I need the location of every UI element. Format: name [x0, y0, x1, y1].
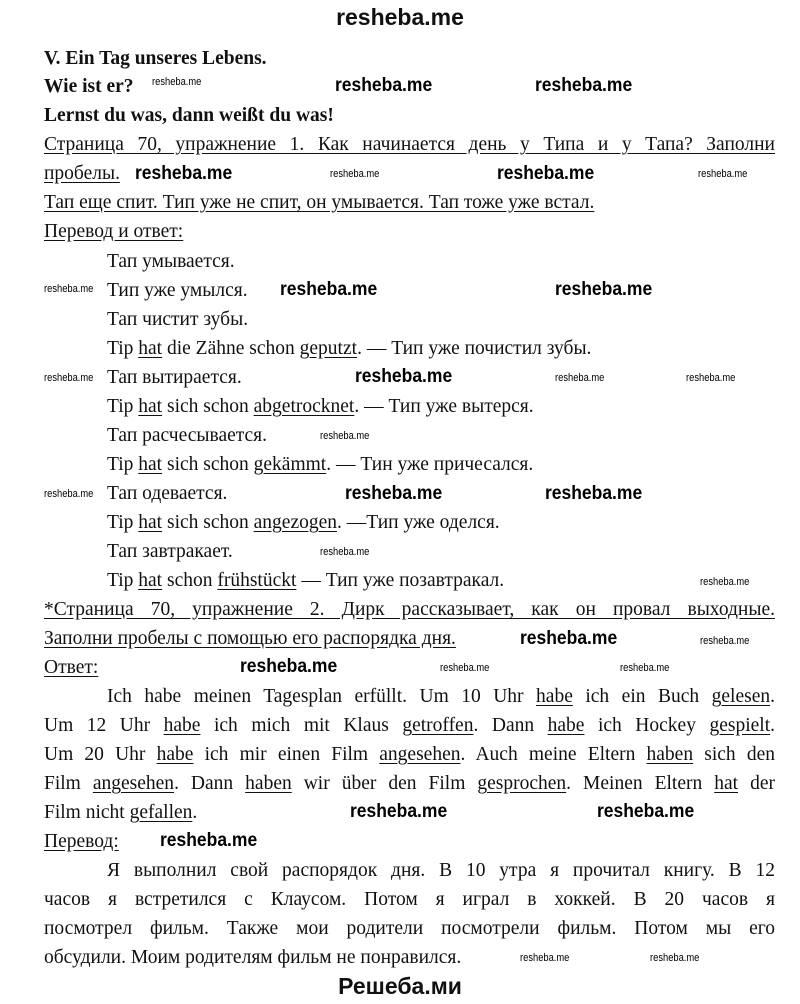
text-line	[44, 104, 334, 128]
text-segment: . Dann	[174, 773, 246, 794]
underlined-text: *Страница 70, упражнение 2. Дирк рассказывает, как он провал выходные.	[44, 599, 775, 620]
underlined-text: пробелы.	[44, 163, 120, 184]
text-line	[44, 191, 594, 215]
watermark: resheba.me	[520, 628, 618, 649]
text-segment: sich schon	[162, 396, 254, 417]
underlined-text: getroffen	[402, 715, 474, 736]
text-line	[107, 453, 533, 477]
underlined-text: frühstückt	[217, 570, 297, 591]
text-line	[44, 162, 120, 186]
text-segment: Тап расчесывается.	[107, 425, 268, 446]
text-segment: . Auch meine Eltern	[460, 744, 647, 765]
text-segment: sich schon	[162, 512, 254, 533]
text-segment: Тап умывается.	[107, 251, 235, 272]
text-line	[44, 946, 461, 970]
text-segment: Тап вытирается.	[107, 367, 242, 388]
text-line	[44, 801, 197, 825]
text-line	[44, 830, 119, 854]
watermark: resheba.me	[135, 163, 233, 184]
text-segment: часов я встретился с Клаусом. Потом я играл в хоккей. В 20 часов я	[44, 889, 775, 910]
text-line	[107, 424, 267, 448]
text-line	[44, 656, 98, 680]
text-segment: Um 12 Uhr	[44, 715, 164, 736]
underlined-text: habe	[156, 744, 194, 765]
text-segment: . — Тин уже причесался.	[326, 454, 534, 475]
underlined-text: gelesen	[711, 686, 771, 707]
underlined-text: Ответ:	[44, 657, 99, 678]
text-segment: . Meinen Eltern	[566, 773, 715, 794]
text-line	[107, 279, 248, 303]
underlined-text: habe	[536, 686, 573, 707]
watermark: resheba.me	[335, 75, 433, 96]
text-segment: Тап чистит зубы.	[107, 309, 249, 330]
text-segment: sich schon	[162, 454, 254, 475]
text-segment: Wie ist er?	[44, 76, 134, 97]
text-line	[44, 917, 775, 941]
text-segment: die Zähne schon	[162, 338, 300, 359]
text-line	[107, 511, 500, 535]
underlined-text: hat	[138, 454, 163, 475]
text-segment: ich mich mit Klaus	[200, 715, 403, 736]
underlined-text: hat	[138, 512, 163, 533]
underlined-text: angesehen	[92, 773, 175, 794]
watermark: resheba.me	[545, 483, 643, 504]
text-segment: der	[738, 773, 775, 794]
underlined-text: Перевод и ответ:	[44, 221, 184, 242]
watermark: resheba.me	[520, 952, 570, 964]
watermark: resheba.me	[597, 801, 695, 822]
text-line	[44, 75, 134, 99]
text-line	[44, 772, 775, 796]
text-segment: Film	[44, 773, 93, 794]
text-segment: .	[770, 686, 775, 707]
watermark: resheba.me	[355, 366, 453, 387]
watermark: resheba.me	[320, 546, 370, 558]
watermark: resheba.me	[700, 576, 750, 588]
underlined-text: gespielt	[709, 715, 771, 736]
watermark: resheba.me	[160, 830, 258, 851]
text-segment: schon	[162, 570, 218, 591]
text-line	[107, 569, 504, 593]
underlined-text: haben	[245, 773, 292, 794]
text-line	[44, 220, 183, 244]
text-segment: Film nicht	[44, 802, 130, 823]
watermark: resheba.me	[44, 283, 94, 295]
text-segment: wir über den Film	[291, 773, 478, 794]
text-segment: ich Hockey	[584, 715, 710, 736]
text-line	[107, 308, 248, 332]
text-segment: . —Тип уже оделся.	[337, 512, 500, 533]
underlined-text: Заполни пробелы с помощью его распорядка дня.	[44, 628, 456, 649]
underlined-text: Перевод:	[44, 831, 119, 852]
text-segment: Tip	[107, 338, 139, 359]
text-segment: посмотрел фильм. Также мои родители посмотрели фильм. Потом мы его	[44, 918, 775, 939]
text-segment: — Тип уже позавтракал.	[296, 570, 505, 591]
text-segment: Тип уже умылся.	[107, 280, 248, 301]
underlined-text: geputzt	[299, 338, 358, 359]
underlined-text: hat	[714, 773, 739, 794]
underlined-text: abgetrocknet	[253, 396, 355, 417]
text-segment: Я выполнил свой распорядок дня. В 10 утра я прочитал книгу. В 12	[107, 860, 775, 881]
text-segment: обсудили. Моим родителям фильм не понравился.	[44, 947, 462, 968]
text-segment: Tip	[107, 454, 139, 475]
text-line	[44, 888, 775, 912]
underlined-text: haben	[646, 744, 694, 765]
watermark: resheba.me	[152, 76, 202, 88]
watermark: resheba.me	[555, 279, 653, 300]
text-line	[44, 598, 775, 622]
text-line	[107, 482, 227, 506]
watermark: resheba.me	[698, 168, 748, 180]
text-line	[44, 685, 775, 709]
watermark: resheba.me	[555, 372, 605, 384]
text-line	[44, 627, 456, 651]
underlined-text: gekämmt	[253, 454, 327, 475]
text-segment: sich den	[693, 744, 776, 765]
underlined-text: habe	[547, 715, 585, 736]
watermark: resheba.me	[497, 163, 595, 184]
watermark: resheba.me	[280, 279, 378, 300]
text-segment: .	[192, 802, 198, 823]
underlined-text: Тап еще спит. Тип уже не спит, он умывается. Тап тоже уже встал.	[44, 192, 595, 213]
underlined-text: hat	[138, 570, 163, 591]
text-segment: ich mir einen Film	[193, 744, 380, 765]
watermark: resheba.me	[440, 662, 490, 674]
watermark: resheba.me	[345, 483, 443, 504]
underlined-text: gefallen	[129, 802, 193, 823]
watermark: resheba.me	[44, 488, 94, 500]
text-segment: V. Ein Tag unseres Lebens.	[44, 48, 267, 69]
text-line	[44, 714, 775, 738]
text-segment: . — Тип уже почистил зубы.	[357, 338, 592, 359]
text-segment: Тап завтракает.	[107, 541, 233, 562]
text-segment: Тап одевается.	[107, 483, 228, 504]
watermark: resheba.me	[650, 952, 700, 964]
underlined-text: hat	[138, 396, 163, 417]
text-segment: Tip	[107, 570, 139, 591]
text-segment: Tip	[107, 512, 139, 533]
watermark: resheba.me	[620, 662, 670, 674]
underlined-text: habe	[163, 715, 201, 736]
watermark: resheba.me	[700, 635, 750, 647]
text-line	[107, 250, 235, 274]
watermark: resheba.me	[320, 430, 370, 442]
underlined-text: angesehen	[379, 744, 461, 765]
text-line	[44, 47, 267, 71]
text-segment: Ich habe meinen Tagesplan erfüllt. Um 10 Uhr	[107, 686, 537, 707]
underlined-text: Страница 70, упражнение 1. Как начинается день у Типа и у Тапа? Заполни	[44, 134, 775, 155]
underlined-text: hat	[138, 338, 163, 359]
text-segment: .	[770, 715, 775, 736]
underlined-text: gesprochen	[477, 773, 567, 794]
text-line	[107, 540, 233, 564]
underlined-text: angezogen	[253, 512, 338, 533]
text-line	[107, 337, 591, 361]
text-segment: Um 20 Uhr	[44, 744, 157, 765]
text-segment: ich ein Buch	[572, 686, 712, 707]
watermark: resheba.me	[535, 75, 633, 96]
text-line	[107, 366, 242, 390]
text-segment: . — Тип уже вытерся.	[354, 396, 534, 417]
text-line	[44, 133, 775, 157]
text-line	[44, 743, 775, 767]
footer-watermark: Решеба.ми	[338, 973, 462, 999]
text-segment: Lernst du was, dann weißt du was!	[44, 105, 334, 126]
text-segment: Tip	[107, 396, 139, 417]
watermark: resheba.me	[240, 656, 338, 677]
watermark: resheba.me	[330, 168, 380, 180]
text-line	[44, 859, 775, 883]
watermark: resheba.me	[44, 372, 94, 384]
header-watermark: resheba.me	[336, 4, 464, 30]
text-line	[107, 395, 534, 419]
text-segment: . Dann	[473, 715, 548, 736]
watermark: resheba.me	[686, 372, 736, 384]
watermark: resheba.me	[350, 801, 448, 822]
